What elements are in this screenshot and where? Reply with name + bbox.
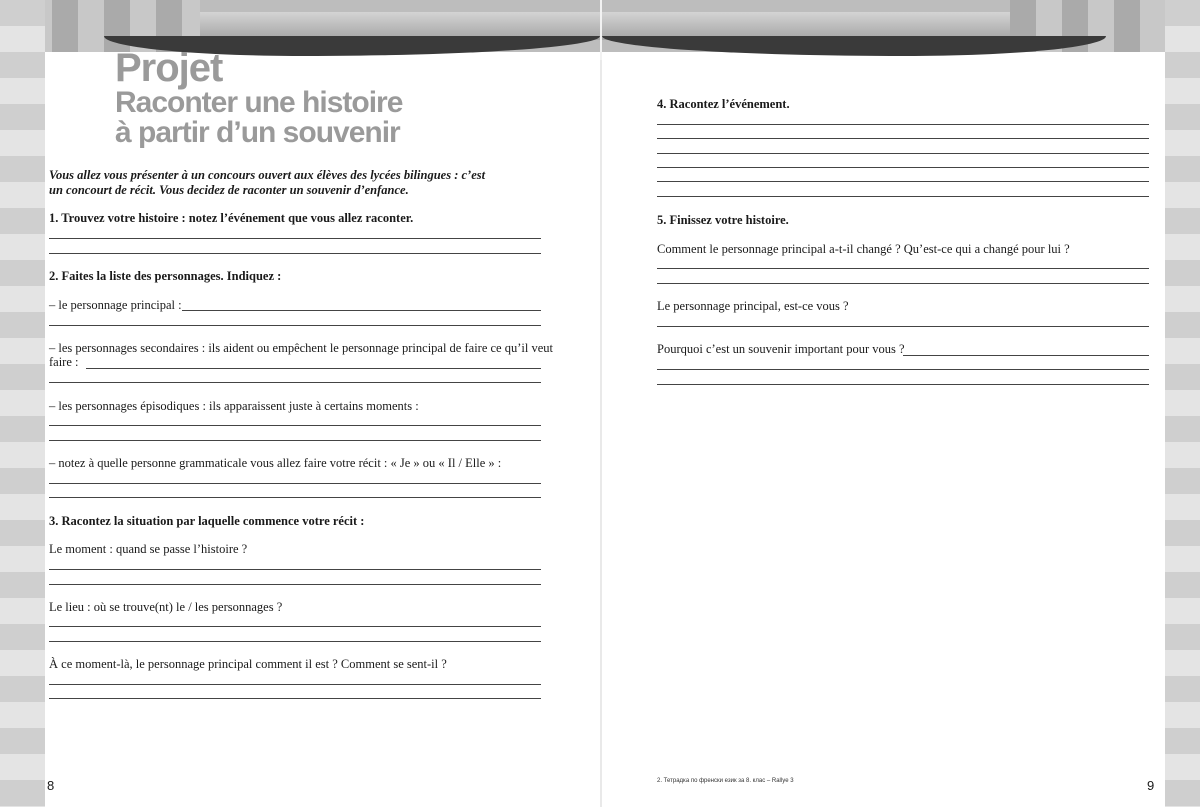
q5-change-label: Comment le personnage principal a-t-il changé ? Qu’est-ce qui a changé pour lui ? — [657, 242, 1070, 256]
page-left — [45, 52, 600, 807]
answer-line[interactable] — [49, 483, 541, 484]
footer-running-text: 2. Тетрадка по френски език за 8. клас – Rallye 3 — [657, 778, 794, 784]
q3-moment-label: Le moment : quand se passe l’histoire ? — [49, 542, 248, 556]
answer-line[interactable] — [49, 425, 541, 426]
q4-heading: 4. Racontez l’événement. — [657, 97, 790, 111]
q5-vous-label: Le personnage principal, est-ce vous ? — [657, 299, 849, 313]
q2-episodiques-label: – les personnages épisodiques : ils apparaissent juste à certains moments : — [49, 399, 419, 413]
q2-secondaires-label: – les personnages secondaires : ils aident ou empêchent le personnage principal de faire ce qu’il veut — [49, 341, 553, 355]
q2-personne-label: – notez à quelle personne grammaticale vous allez faire votre récit : « Je » ou « Il / Elle » : — [49, 456, 502, 470]
page-number-right: 9 — [1147, 778, 1155, 793]
answer-line[interactable] — [49, 626, 541, 627]
title-line-3: à partir d’un souvenir — [115, 116, 400, 149]
answer-line[interactable] — [657, 283, 1149, 284]
answer-line[interactable] — [657, 196, 1149, 197]
answer-line[interactable] — [182, 310, 541, 311]
page-title — [115, 48, 402, 148]
answer-line[interactable] — [49, 569, 541, 570]
answer-line[interactable] — [49, 238, 541, 239]
answer-line[interactable] — [49, 325, 541, 326]
q3-heading: 3. Racontez la situation par laquelle commence votre récit : — [49, 514, 365, 528]
answer-line[interactable] — [657, 384, 1149, 385]
answer-line[interactable] — [657, 268, 1149, 269]
q2-principal-label: – le personnage principal : — [49, 298, 182, 312]
answer-line[interactable] — [657, 326, 1149, 327]
q2-heading: 2. Faites la liste des personnages. Indiquez : — [49, 269, 282, 283]
title-line-2: Raconter une histoire — [115, 86, 403, 119]
intro-text: Vous allez vous présenter à un concours ouvert aux élèves des lycées bilingues : c’est un concourt de récit. Vous decidez de raconter un souvenir d’enfance. — [49, 168, 486, 197]
q3-etat-label: À ce moment-là, le personnage principal comment il est ? Comment se sent-il ? — [49, 657, 447, 671]
answer-line[interactable] — [49, 684, 541, 685]
q5-heading: 5. Finissez votre histoire. — [657, 213, 789, 227]
answer-line[interactable] — [86, 368, 541, 369]
answer-line[interactable] — [657, 181, 1149, 182]
answer-line[interactable] — [49, 382, 541, 383]
answer-line[interactable] — [657, 124, 1149, 125]
page-right — [602, 52, 1165, 807]
answer-line[interactable] — [903, 355, 1149, 356]
answer-line[interactable] — [657, 153, 1149, 154]
q3-lieu-label: Le lieu : où se trouve(nt) le / les personnages ? — [49, 600, 283, 614]
answer-line[interactable] — [657, 167, 1149, 168]
answer-line[interactable] — [657, 138, 1149, 139]
page-number-left: 8 — [47, 778, 55, 793]
answer-line[interactable] — [49, 698, 541, 699]
answer-line[interactable] — [49, 497, 541, 498]
q5-pourquoi-label: Pourquoi c’est un souvenir important pour vous ? — [657, 342, 905, 356]
book-spine — [600, 0, 602, 60]
q2-secondaires-label-cont: faire : — [49, 355, 79, 369]
answer-line[interactable] — [49, 584, 541, 585]
answer-line[interactable] — [49, 253, 541, 254]
q1-heading: 1. Trouvez votre histoire : notez l’événement que vous allez raconter. — [49, 211, 414, 225]
answer-line[interactable] — [49, 641, 541, 642]
title-projet: Projet — [115, 46, 223, 90]
answer-line[interactable] — [49, 440, 541, 441]
answer-line[interactable] — [657, 369, 1149, 370]
left-stripe-pattern — [0, 0, 45, 807]
right-stripe-pattern — [1165, 0, 1200, 807]
